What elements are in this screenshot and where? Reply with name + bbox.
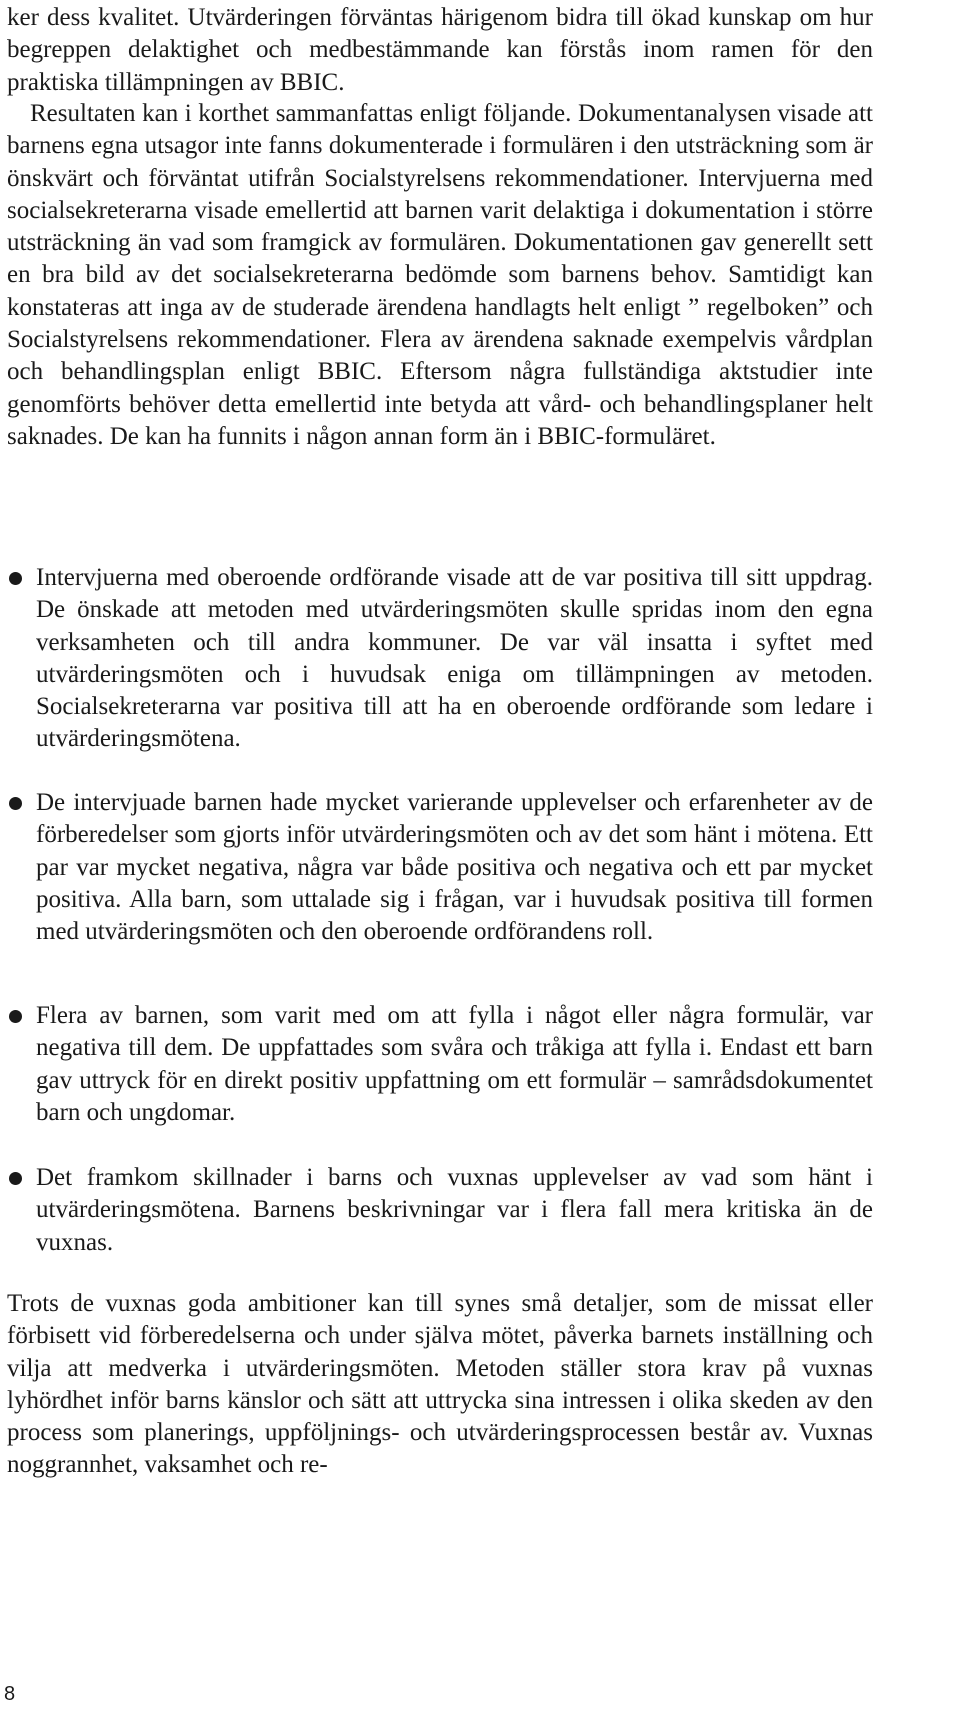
bullet-text: Flera av barnen, som varit med om att fylla i något eller några formulär, var negativa till dem. De uppfattades som svåra och tråkiga att fylla i. Endast ett barn gav uttryck för en direkt positiv uppfattning om ett formulär – samrådsdokumentet barn och ungdomar. xyxy=(36,1002,873,1126)
bullet-icon xyxy=(9,1010,22,1023)
bullet-text: Intervjuerna med oberoende ordförande visade att de var positiva till sitt uppdrag. De önskade att metoden med utvärderingsmöten skulle spridas inom den egna verksamheten och till andra kommuner. De var väl insatta i syftet med utvärderingsmöten och i huvudsak eniga om tillämpningen av metoden. Socialsekreterarna var positiva till att ha en oberoende ordförande som ledare i utvärderingsmötena. xyxy=(36,564,873,753)
bullet-text: Det framkom skillnader i barns och vuxnas upplevelser av vad som hänt i utvärderingsmötena. Barnens beskrivningar var i flera fall mera kritiska än de vuxnas. xyxy=(36,1164,873,1256)
bullet-icon xyxy=(9,1172,22,1185)
bullet-icon xyxy=(9,572,22,585)
intro-paragraph: ker dess kvalitet. Utvärderingen förväntas härigenom bidra till ökad kunskap om hur begreppen delaktighet och medbestämmande kan förstås inom ramen för den praktiska tillämpningen av BBIC. xyxy=(7,4,873,96)
bullet-item-2 xyxy=(7,787,873,948)
page-number: 8 xyxy=(4,1683,16,1705)
bullet-text: De intervjuade barnen hade mycket varierande upplevelser och erfarenheter av de förberedelser som gjorts inför utvärderingsmöten och av det som hänt i mötena. Ett par var mycket negativa, några var både positiva och negativa och ett par mycket positiva. Alla barn, som uttalade sig i frågan, var i huvudsak positiva till formen med utvärderingsmöten och den oberoende ordförandens roll. xyxy=(36,789,873,946)
bullet-item-4 xyxy=(7,1162,873,1259)
results-paragraph: Resultaten kan i korthet sammanfattas enligt följande. Dokumentanalysen visade att barnens egna utsagor inte fanns dokumenterade i formulären i den utsträckning som är önskvärt och förväntat utifrån Socialstyrelsens rekommendationer. Intervjuerna med socialsekreterarna visade emellertid att barnen varit delaktiga i dokumentation i större utsträckning än vad som framgick av formulären. Dokumentationen gav generellt sett en bra bild av det socialsekreterarna bedömde som barnens behov. Samtidigt kan konstateras att inga av de studerade ärendena handlagts helt enligt ” regelboken” och Socialstyrelsens rekommendationer. Flera av ärendena saknade exempelvis vårdplan och behandlingsplan enligt BBIC. Eftersom några fullständiga aktstudier inte genomförts behöver detta emellertid inte betyda att vård- och behandlingsplaner helt saknades. De kan ha funnits i någon annan form än i BBIC-formuläret. xyxy=(7,100,873,450)
bullet-icon xyxy=(9,797,22,810)
bullet-item-3 xyxy=(7,1000,873,1129)
closing-paragraph: Trots de vuxnas goda ambitioner kan till synes små detaljer, som de missat eller förbisett vid förberedelserna och under själva mötet, påverka barnets inställning och vilja att medverka i utvärderingsmöten. Metoden ställer stora krav på vuxnas lyhördhet inför barns känslor och sätt att uttrycka sina intressen i olika skeden av den process som planerings, uppföljnings- och utvärderingsprocessen består av. Vuxnas noggrannhet, vaksamhet och re- xyxy=(7,1290,873,1479)
bullet-item-1 xyxy=(7,562,873,756)
